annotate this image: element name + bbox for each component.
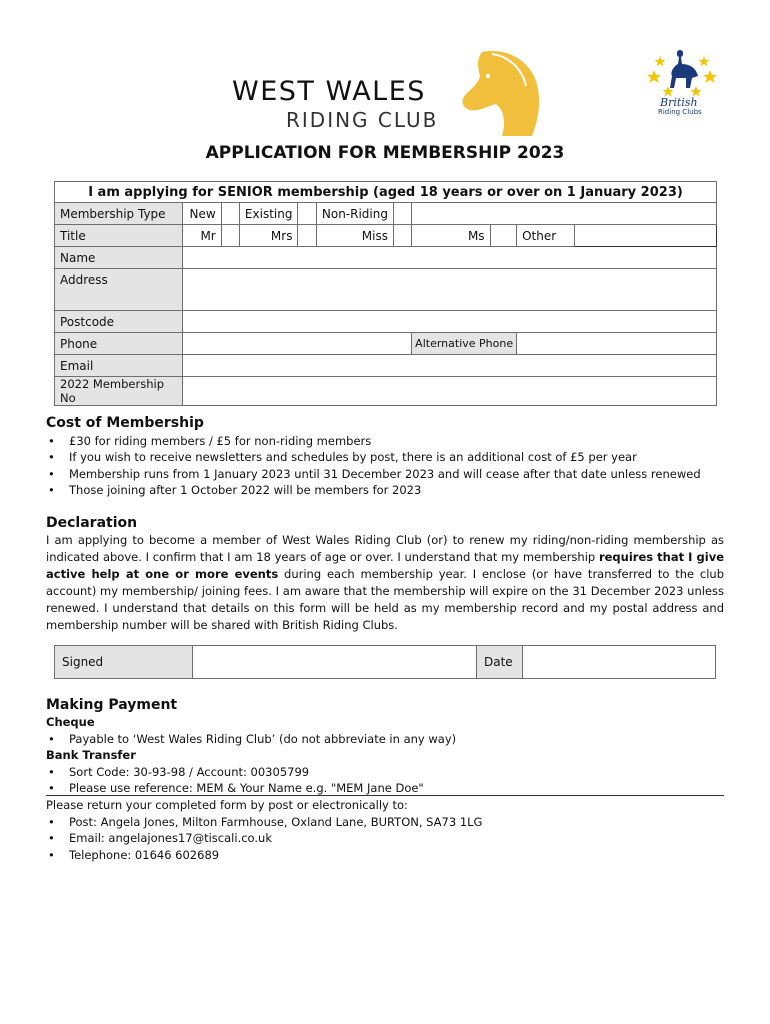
postcode-input[interactable] xyxy=(183,311,717,333)
name-input[interactable] xyxy=(183,247,717,269)
declaration-heading: Declaration xyxy=(46,515,138,531)
list-item: • Membership runs from 1 January 2023 until 31 December 2023 and will cease after that date unless renewed xyxy=(46,466,701,482)
list-item: • £30 for riding members / £5 for non-riding members xyxy=(46,433,701,449)
form-header: I am applying for SENIOR membership (aged 18 years or over on 1 January 2023) xyxy=(55,182,717,203)
title-other-label: Other xyxy=(517,225,575,247)
option-non-riding-label: Non-Riding xyxy=(316,203,393,225)
miss-checkbox[interactable] xyxy=(393,225,411,247)
list-item: • Post: Angela Jones, Milton Farmhouse, Oxland Lane, BURTON, SA73 1LG xyxy=(46,814,482,830)
mr-checkbox[interactable] xyxy=(221,225,239,247)
list-item: • Email: angelajones17@tiscali.co.uk xyxy=(46,830,482,846)
new-checkbox[interactable] xyxy=(221,203,239,225)
signature-table xyxy=(54,645,716,679)
club-logo xyxy=(228,46,548,138)
list-item: • Telephone: 01646 602689 xyxy=(46,847,482,863)
date-label: Date xyxy=(477,646,523,679)
title-label: Title xyxy=(55,225,183,247)
postcode-label: Postcode xyxy=(55,311,183,333)
ms-checkbox[interactable] xyxy=(490,225,517,247)
other-title-input[interactable] xyxy=(574,225,716,247)
signed-label: Signed xyxy=(55,646,193,679)
signature-input[interactable] xyxy=(193,646,477,679)
payment-heading: Making Payment xyxy=(46,697,178,713)
option-new-label: New xyxy=(183,203,222,225)
title-miss-label: Miss xyxy=(316,225,393,247)
address-input[interactable] xyxy=(183,269,717,311)
page-title: APPLICATION FOR MEMBERSHIP 2023 xyxy=(205,143,565,163)
declaration-part1: I am applying to become a member of West Wales Riding Club (or) to renew my riding/non-riding membership as indicated above. I confirm that I am 18 years of age or over. I understand that my membership xyxy=(46,533,724,564)
logo-line2: RIDING CLUB xyxy=(286,108,439,132)
bank-transfer-label: Bank Transfer xyxy=(46,748,136,762)
existing-checkbox[interactable] xyxy=(298,203,316,225)
membership-type-label: Membership Type xyxy=(55,203,183,225)
mrs-checkbox[interactable] xyxy=(298,225,316,247)
date-input[interactable] xyxy=(523,646,716,679)
declaration-part2: during each membership year. I enclose (or have transferred to the club account) my membership/ joining fees. I am aware that the membership will expire on the 31 December 2023 unless renewed. I understand that details on this form will be held as my membership record and my postal address and membership number will be shared with British Riding Clubs. xyxy=(46,567,724,632)
address-label: Address xyxy=(55,269,183,311)
list-item: • Those joining after 1 October 2022 will be members for 2023 xyxy=(46,482,701,498)
title-mr-label: Mr xyxy=(183,225,222,247)
option-existing-label: Existing xyxy=(239,203,298,225)
list-item: • If you wish to receive newsletters and schedules by post, there is an additional cost of £5 per year xyxy=(46,449,701,465)
phone-input[interactable] xyxy=(183,333,412,355)
prev-membership-input[interactable] xyxy=(183,377,717,406)
bank-list xyxy=(46,764,424,797)
email-input[interactable] xyxy=(183,355,717,377)
list-item: • Sort Code: 30-93-98 / Account: 00305799 xyxy=(46,764,424,780)
cost-heading: Cost of Membership xyxy=(46,415,204,431)
list-item: • Please use reference: MEM & Your Name e.g. "MEM Jane Doe" xyxy=(46,780,424,796)
divider xyxy=(46,795,724,796)
title-mrs-label: Mrs xyxy=(239,225,298,247)
return-list xyxy=(46,814,482,863)
phone-label: Phone xyxy=(55,333,183,355)
declaration-emphasis: requires that I give active help at one or more events xyxy=(46,550,724,581)
title-ms-label: Ms xyxy=(412,225,490,247)
alt-phone-label: Alternative Phone xyxy=(412,333,517,355)
logo-line1: WEST WALES xyxy=(232,76,426,107)
brc-line1: British xyxy=(660,96,698,109)
cost-list xyxy=(46,433,701,498)
name-label: Name xyxy=(55,247,183,269)
brc-line2: Riding Clubs xyxy=(658,108,702,116)
email-label: Email xyxy=(55,355,183,377)
horse-head-icon xyxy=(452,46,544,138)
alt-phone-input[interactable] xyxy=(517,333,717,355)
declaration-text xyxy=(46,532,724,634)
list-item: • Payable to ‘West Wales Riding Club’ (do not abbreviate in any way) xyxy=(46,731,456,747)
british-riding-clubs-logo xyxy=(646,48,718,114)
non-riding-checkbox[interactable] xyxy=(393,203,411,225)
cheque-list xyxy=(46,731,456,747)
return-instructions: Please return your completed form by post or electronically to: xyxy=(46,798,408,812)
membership-type-blank xyxy=(412,203,717,225)
application-form xyxy=(54,181,717,406)
cheque-label: Cheque xyxy=(46,715,95,729)
rider-stars-icon xyxy=(646,48,718,98)
prev-membership-label: 2022 Membership No xyxy=(55,377,183,406)
